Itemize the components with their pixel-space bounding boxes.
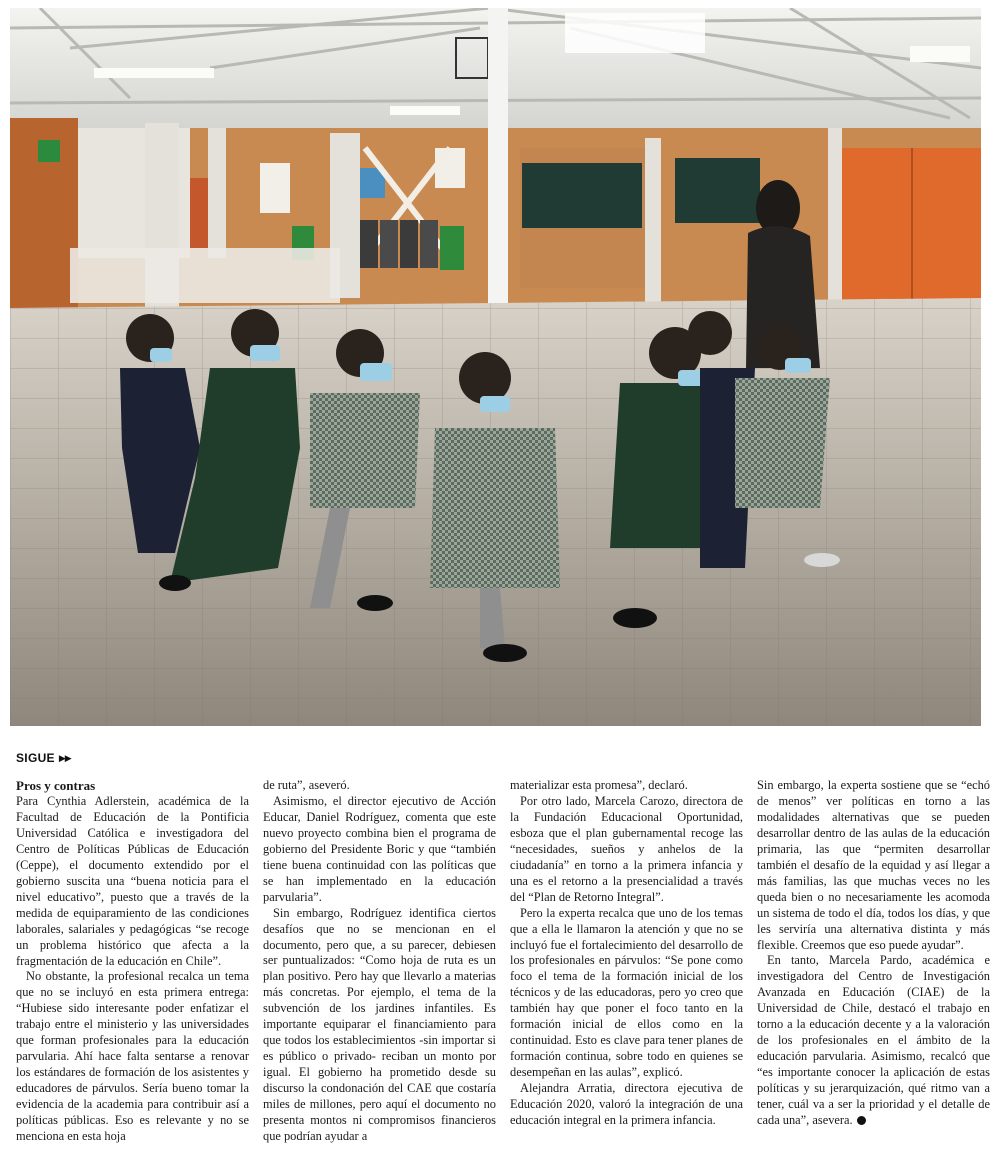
end-of-article-icon — [857, 1116, 866, 1125]
paragraph: Pero la experta recalca que uno de los temas que a ella le llamaron la atención y que no se incluyó fue el fortalecimiento del desarrollo de los profesionales en párvulos: “Se pone como foco el tema de la formación inicial de los técnicos y de las educadoras, pero yo creo que también hay que poner el foco tanto en la formación inicial de ellos como en la continuidad. Esto es clave para tener planes de formación continua, sobre todo en quienes se desempeñan en las aulas”, explicó. — [510, 905, 743, 1080]
paragraph: Para Cynthia Adlerstein, académica de la Facultad de Educación de la Pontificia Universidad Católica e investigadora del Centro de Políticas Públicas de Educación (Ceppe), el documento extendido por el gobierno suscita una “buena noticia para el nivel educativo”, puesto que a través de la medida de equiparamiento de las condiciones laborales, salariales y pedagógicas “se recoge un problema histórico que afecta a la fragmentación de la educación en Chile”. — [16, 794, 249, 968]
article-column-2 — [263, 778, 496, 1156]
continue-indicator — [16, 751, 71, 765]
article-body — [16, 778, 990, 1156]
continue-arrows-icon: ▶▶ — [58, 752, 71, 763]
continue-label: SIGUE — [16, 751, 55, 765]
article-column-4 — [757, 778, 990, 1156]
paragraph: Sin embargo, la experta sostiene que se “echó de menos” ver políticas en torno a las modalidades alternativas que se pueden desarrollar dentro de las aulas de la educación primaria, las que “permiten desarrollar también el desafío de la equidad y así llegar a más familias, las que muchas veces no les queda bien o no necesariamente les acomoda un sistema de todo el día, todos los días, y que les serviría una alternativa distinta y más flexible. Creemos que eso puede ayudar”. — [757, 778, 990, 952]
paragraph-text: En tanto, Marcela Pardo, académica e investigadora del Centro de Investigación Avanzada en Educación (CIAE) de la Universidad de Chile, destacó el trabajo en torno a la educación decente y a la valoración de los profesionales en el ámbito de la educación parvularia. Asimismo, recalcó que “es importante conocer la aplicación de estas políticas y su jerarquización, qué ritmo van a tener, cuál va a ser la prioridad y el detalle de cada una”, asevera. — [757, 953, 990, 1128]
article-photo — [10, 8, 981, 726]
paragraph — [757, 953, 990, 1128]
paragraph: Asimismo, el director ejecutivo de Acción Educar, Daniel Rodríguez, comenta que este nuevo proyecto combina bien el programa de gobierno del Presidente Boric y que “también tiene buena continuidad con las políticas que se han implementado en la educación parvularia”. — [263, 793, 496, 904]
paragraph: materializar esta promesa”, declaró. — [510, 778, 688, 792]
article-subhead: Pros y contras — [16, 778, 96, 793]
paragraph: No obstante, la profesional recalca un tema que no se incluyó en esta primera entrega: “Hubiese sido interesante poder enfatizar el trabajo entre el ministerio y las universidades que forman profesionales para la educación parvularia. Ahí hace falta sentarse a renovar los estándares de formación de los asistentes y educadores de párvulos. Sería bueno tomar la evidencia de la academia para contribuir así a políticas públicas. Eso es relevante y no se menciona en esta hoja — [16, 969, 249, 1144]
paragraph: de ruta”, aseveró. — [263, 778, 350, 792]
paragraph: Sin embargo, Rodríguez identifica ciertos desafíos que no se mencionan en el documento, pero que, a su parecer, debiesen ser puntualizados: “Como hoja de ruta es un plan positivo. Pero hay que llevarlo a materias más concretas. Por ejemplo, el tema de la subvención de los jardines infantiles. Es importante equiparar el financiamiento para que todos los establecimientos -sin importar si es público o privado- reciban un monto por igual. El gobierno ha prometido desde su discurso la condonación del CAE que costaría miles de millones, pero aquí el documento no presenta montos ni compromisos financieros que podrían ayudar a — [263, 905, 496, 1143]
article-column-3 — [510, 778, 743, 1156]
paragraph: Alejandra Arratia, directora ejecutiva de Educación 2020, valoró la integración de una educación integral en la primera infancia. — [510, 1081, 743, 1128]
children-walking-photo — [10, 8, 981, 726]
article-column-1 — [16, 778, 249, 1156]
paragraph: Por otro lado, Marcela Carozo, directora de la Fundación Educacional Oportunidad, esboza que el plan gubernamental recoge las “necesidades, sueños y anhelos de la ciudadanía” en torno a la primera infancia y una es el retorno a la presencialidad a través del “Plan de Retorno Integral”. — [510, 793, 743, 904]
